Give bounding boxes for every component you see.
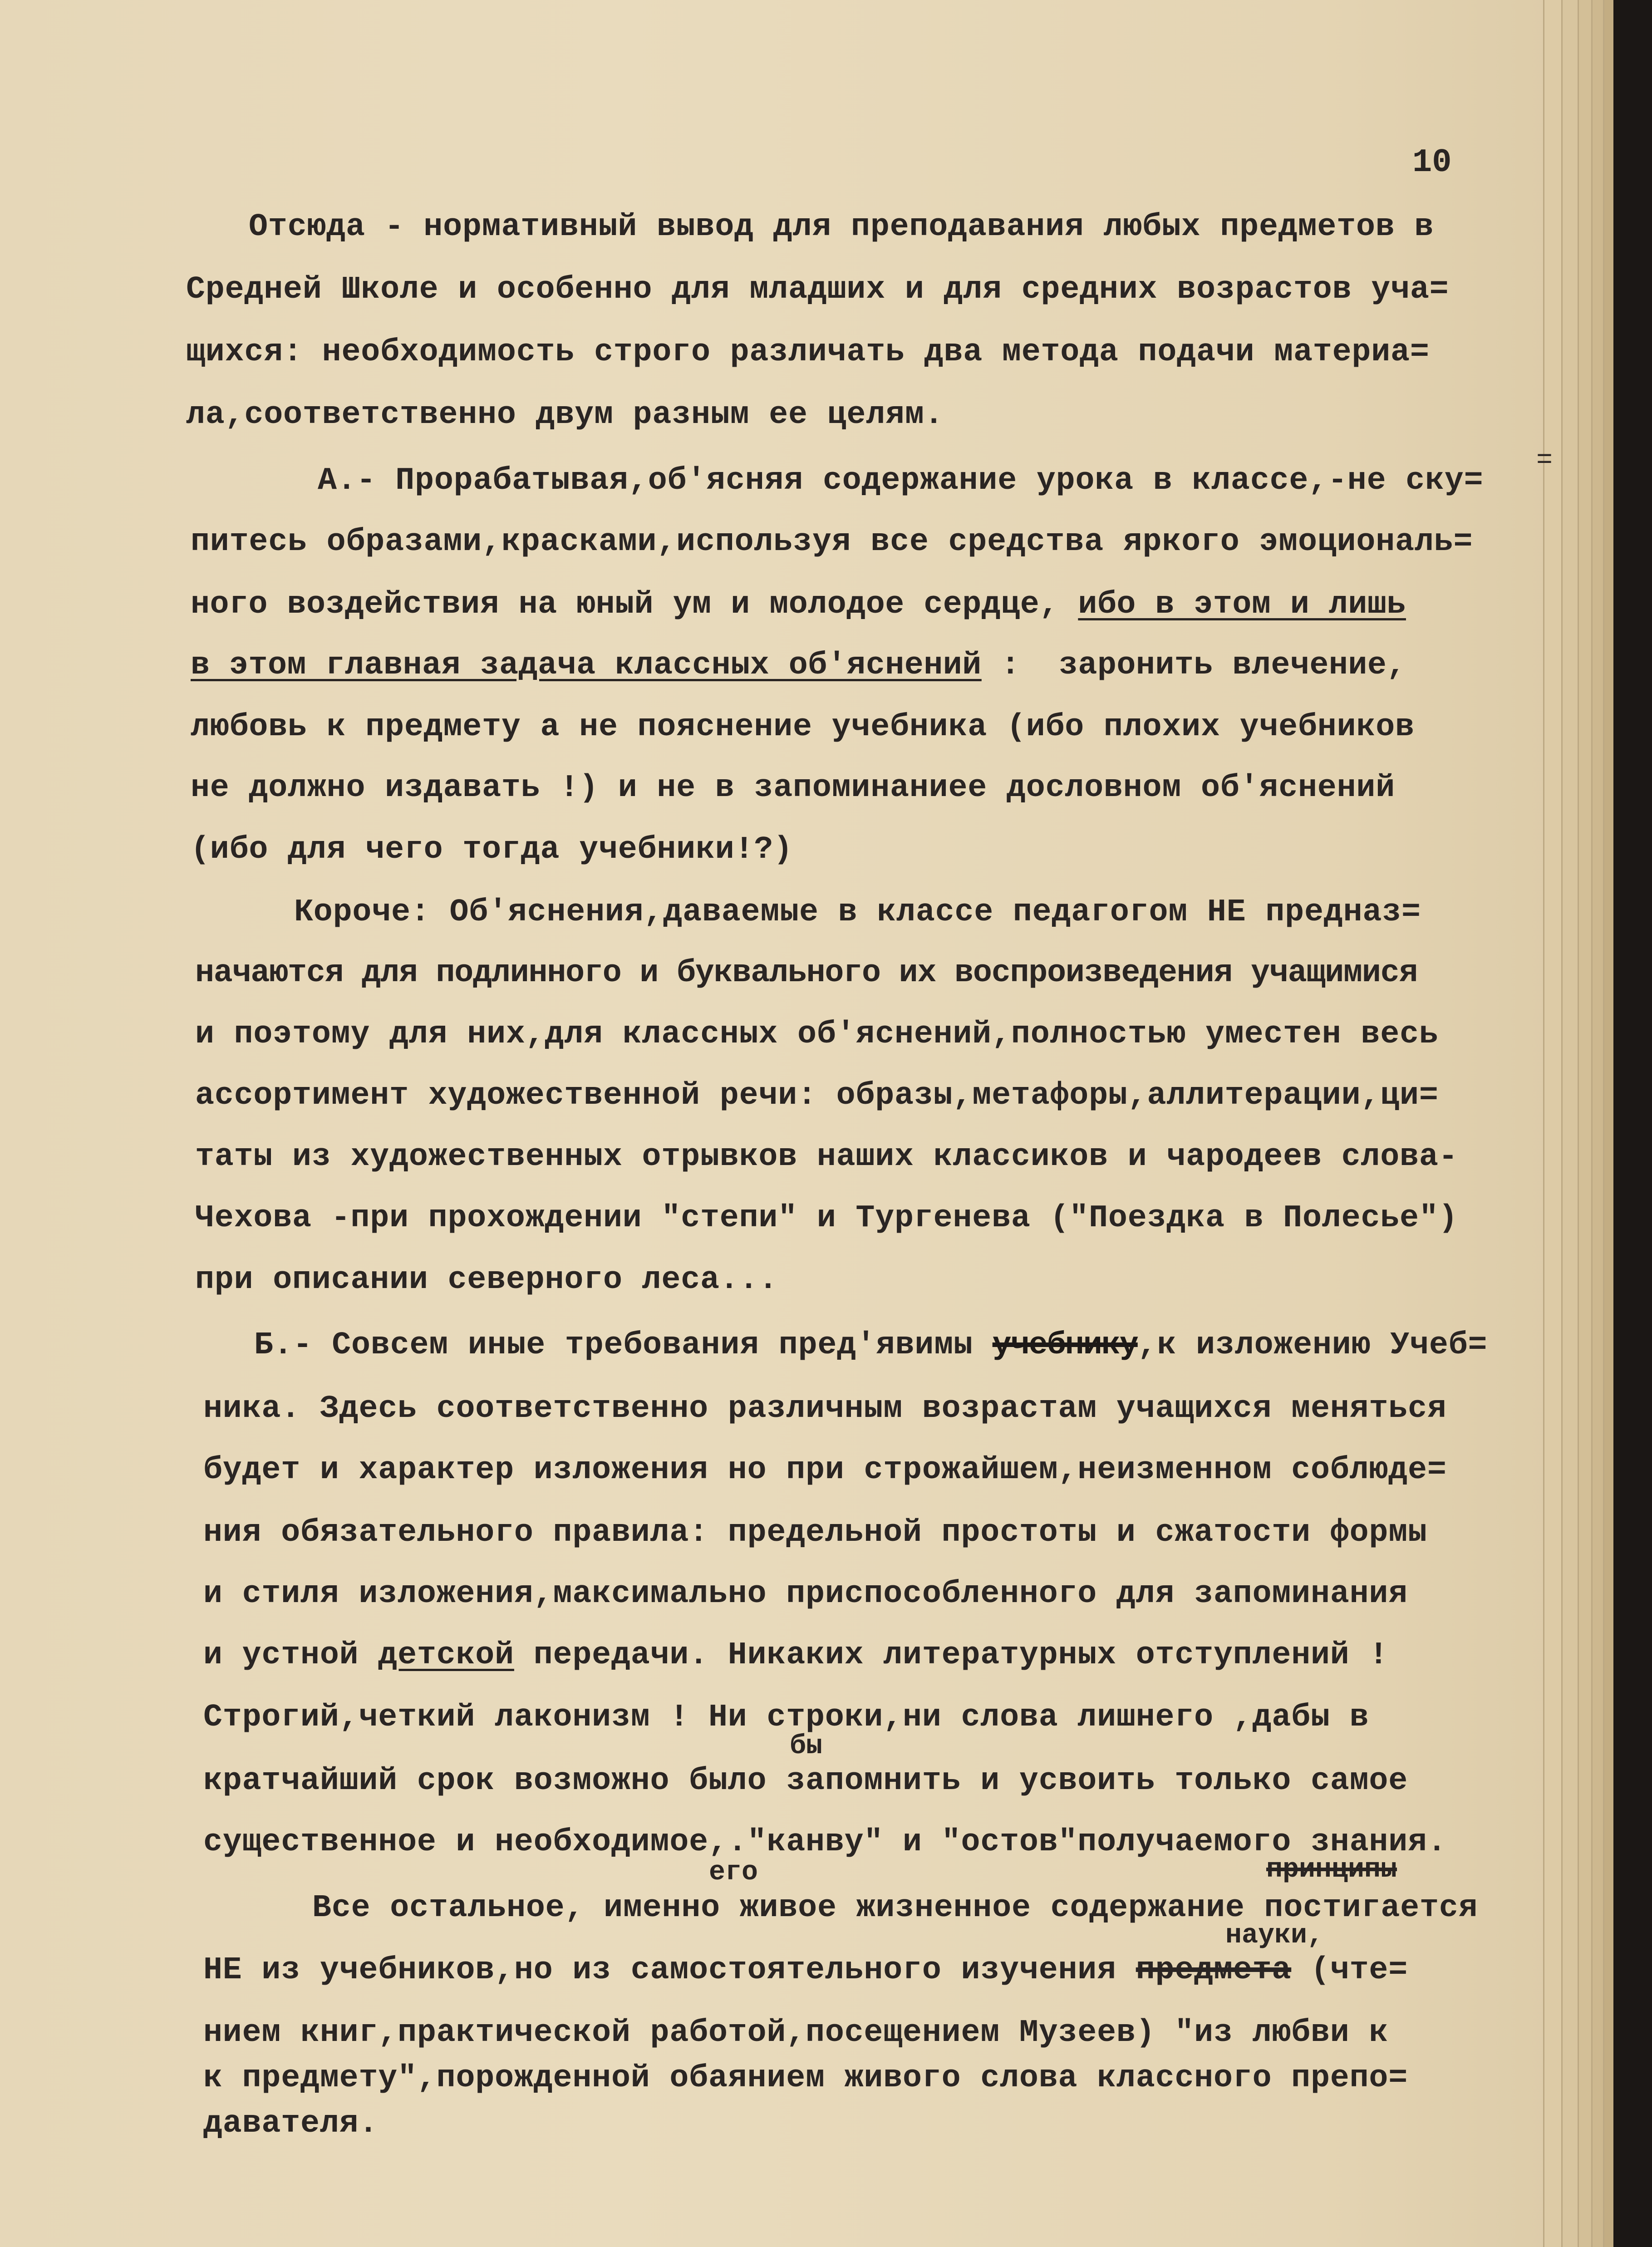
stacked-page-edge bbox=[1543, 0, 1563, 2247]
text-line bbox=[203, 1637, 1389, 1673]
text-segment: и устной bbox=[203, 1637, 379, 1673]
text-line: ника. Здесь соответственно различным возрастам учащихся меняться bbox=[203, 1391, 1447, 1427]
text-line: ассортимент художественной речи: образы,метафоры,аллитерации,ци= bbox=[195, 1078, 1439, 1114]
page-number: 10 bbox=[1412, 144, 1452, 181]
text-line: начаются для подлинного и буквального их воспроизведения учащимися bbox=[195, 955, 1418, 991]
text-segment: передачи. Никаких литературных отступлений ! bbox=[514, 1637, 1389, 1673]
text-line: питесь образами,красками,используя все средства яркого эмоциональ= bbox=[191, 524, 1473, 560]
text-line: щихся: необходимость строго различать два метода подачи материа= bbox=[186, 334, 1430, 370]
text-line: при описании северного леса... bbox=[195, 1262, 778, 1298]
text-line: Строгий,четкий лаконизм ! Ни строки,ни слова лишнего ,дабы в bbox=[203, 1700, 1369, 1736]
text-line: Все остальное, именно живое жизненное содержание постигается bbox=[312, 1890, 1478, 1926]
text-segment: (чте= bbox=[1291, 1952, 1408, 1988]
inserted-word: его bbox=[709, 1857, 758, 1888]
struck-out-word: принципы bbox=[1266, 1854, 1397, 1885]
text-line: кратчайший срок возможно было запомнить и усвоить только самое bbox=[203, 1763, 1408, 1799]
inserted-word: бы bbox=[790, 1731, 823, 1762]
text-segment: : заронить влечение, bbox=[1001, 648, 1406, 683]
text-line: ла,соответственно двум разным ее целям. bbox=[186, 397, 944, 433]
text-line: и поэтому для них,для классных об'яснений,полностью уместен весь bbox=[195, 1017, 1439, 1052]
text-line: (ибо для чего тогда учебники!?) bbox=[191, 832, 793, 868]
struck-out-word: учебнику bbox=[992, 1328, 1138, 1363]
text-line: Чехова -при прохождении "степи" и Тургенева ("Поездка в Полесье") bbox=[195, 1200, 1458, 1236]
stacked-page-edge bbox=[1603, 0, 1613, 2247]
text-line: давателя. bbox=[203, 2106, 379, 2142]
text-segment: ного воздействия на юный ум и молодое сердце, bbox=[191, 587, 1059, 623]
text-line: А.- Прорабатывая,об'ясняя содержание урока в классе,-не ску= bbox=[318, 463, 1484, 499]
text-line bbox=[254, 1330, 1487, 1362]
text-line: Отсюда - нормативный вывод для преподавания любых предметов в bbox=[249, 209, 1434, 245]
inserted-word: науки, bbox=[1225, 1920, 1324, 1951]
text-line: к предмету",порожденной обаянием живого слова классного препо= bbox=[203, 2060, 1408, 2096]
text-line: Короче: Об'яснения,даваемые в классе педагогом НЕ предназ= bbox=[294, 895, 1421, 930]
stacked-page-edge bbox=[1578, 0, 1593, 2247]
underlined-text: детской bbox=[378, 1637, 514, 1673]
text-segment: ,к изложению Учеб= bbox=[1137, 1328, 1488, 1363]
text-line bbox=[203, 1952, 1408, 1988]
text-line: и стиля изложения,максимально приспособленного для запоминания bbox=[203, 1576, 1408, 1612]
margin-mark-icon: = bbox=[1536, 445, 1553, 476]
text-line: любовь к предмету а не пояснение учебника (ибо плохих учебников bbox=[191, 709, 1415, 745]
text-line bbox=[191, 650, 1406, 682]
text-line: Средней Школе и особенно для младших и для средних возрастов уча= bbox=[186, 272, 1449, 308]
text-line: не должно издавать !) и не в запоминаниее дословном об'яснений bbox=[191, 770, 1396, 806]
text-line: будет и характер изложения но при строжайшем,неизменном соблюде= bbox=[203, 1452, 1447, 1488]
underlined-text: ибо в этом и лишь bbox=[1078, 587, 1406, 623]
text-line: нием книг,практической работой,посещением Музеев) "из любви к bbox=[203, 2015, 1389, 2051]
text-line: ния обязательного правила: предельной простоты и сжатости формы bbox=[203, 1515, 1427, 1551]
stacked-page-edge bbox=[1591, 0, 1604, 2247]
struck-out-word: предмета bbox=[1136, 1952, 1292, 1988]
text-line: существенное и необходимое,."канву" и "остов"получаемого знания. bbox=[203, 1824, 1447, 1860]
text-line: таты из художественных отрывков наших классиков и чародеев слова- bbox=[195, 1139, 1458, 1175]
text-segment: НЕ из учебников,но из самостоятельного изучения bbox=[203, 1952, 1136, 1988]
underlined-text: в этом главная задача классных об'яснений bbox=[191, 648, 982, 683]
text-segment: Б.- Совсем иные требования пред'явимы bbox=[254, 1328, 993, 1363]
text-line bbox=[191, 589, 1406, 621]
stacked-page-edge bbox=[1561, 0, 1579, 2247]
